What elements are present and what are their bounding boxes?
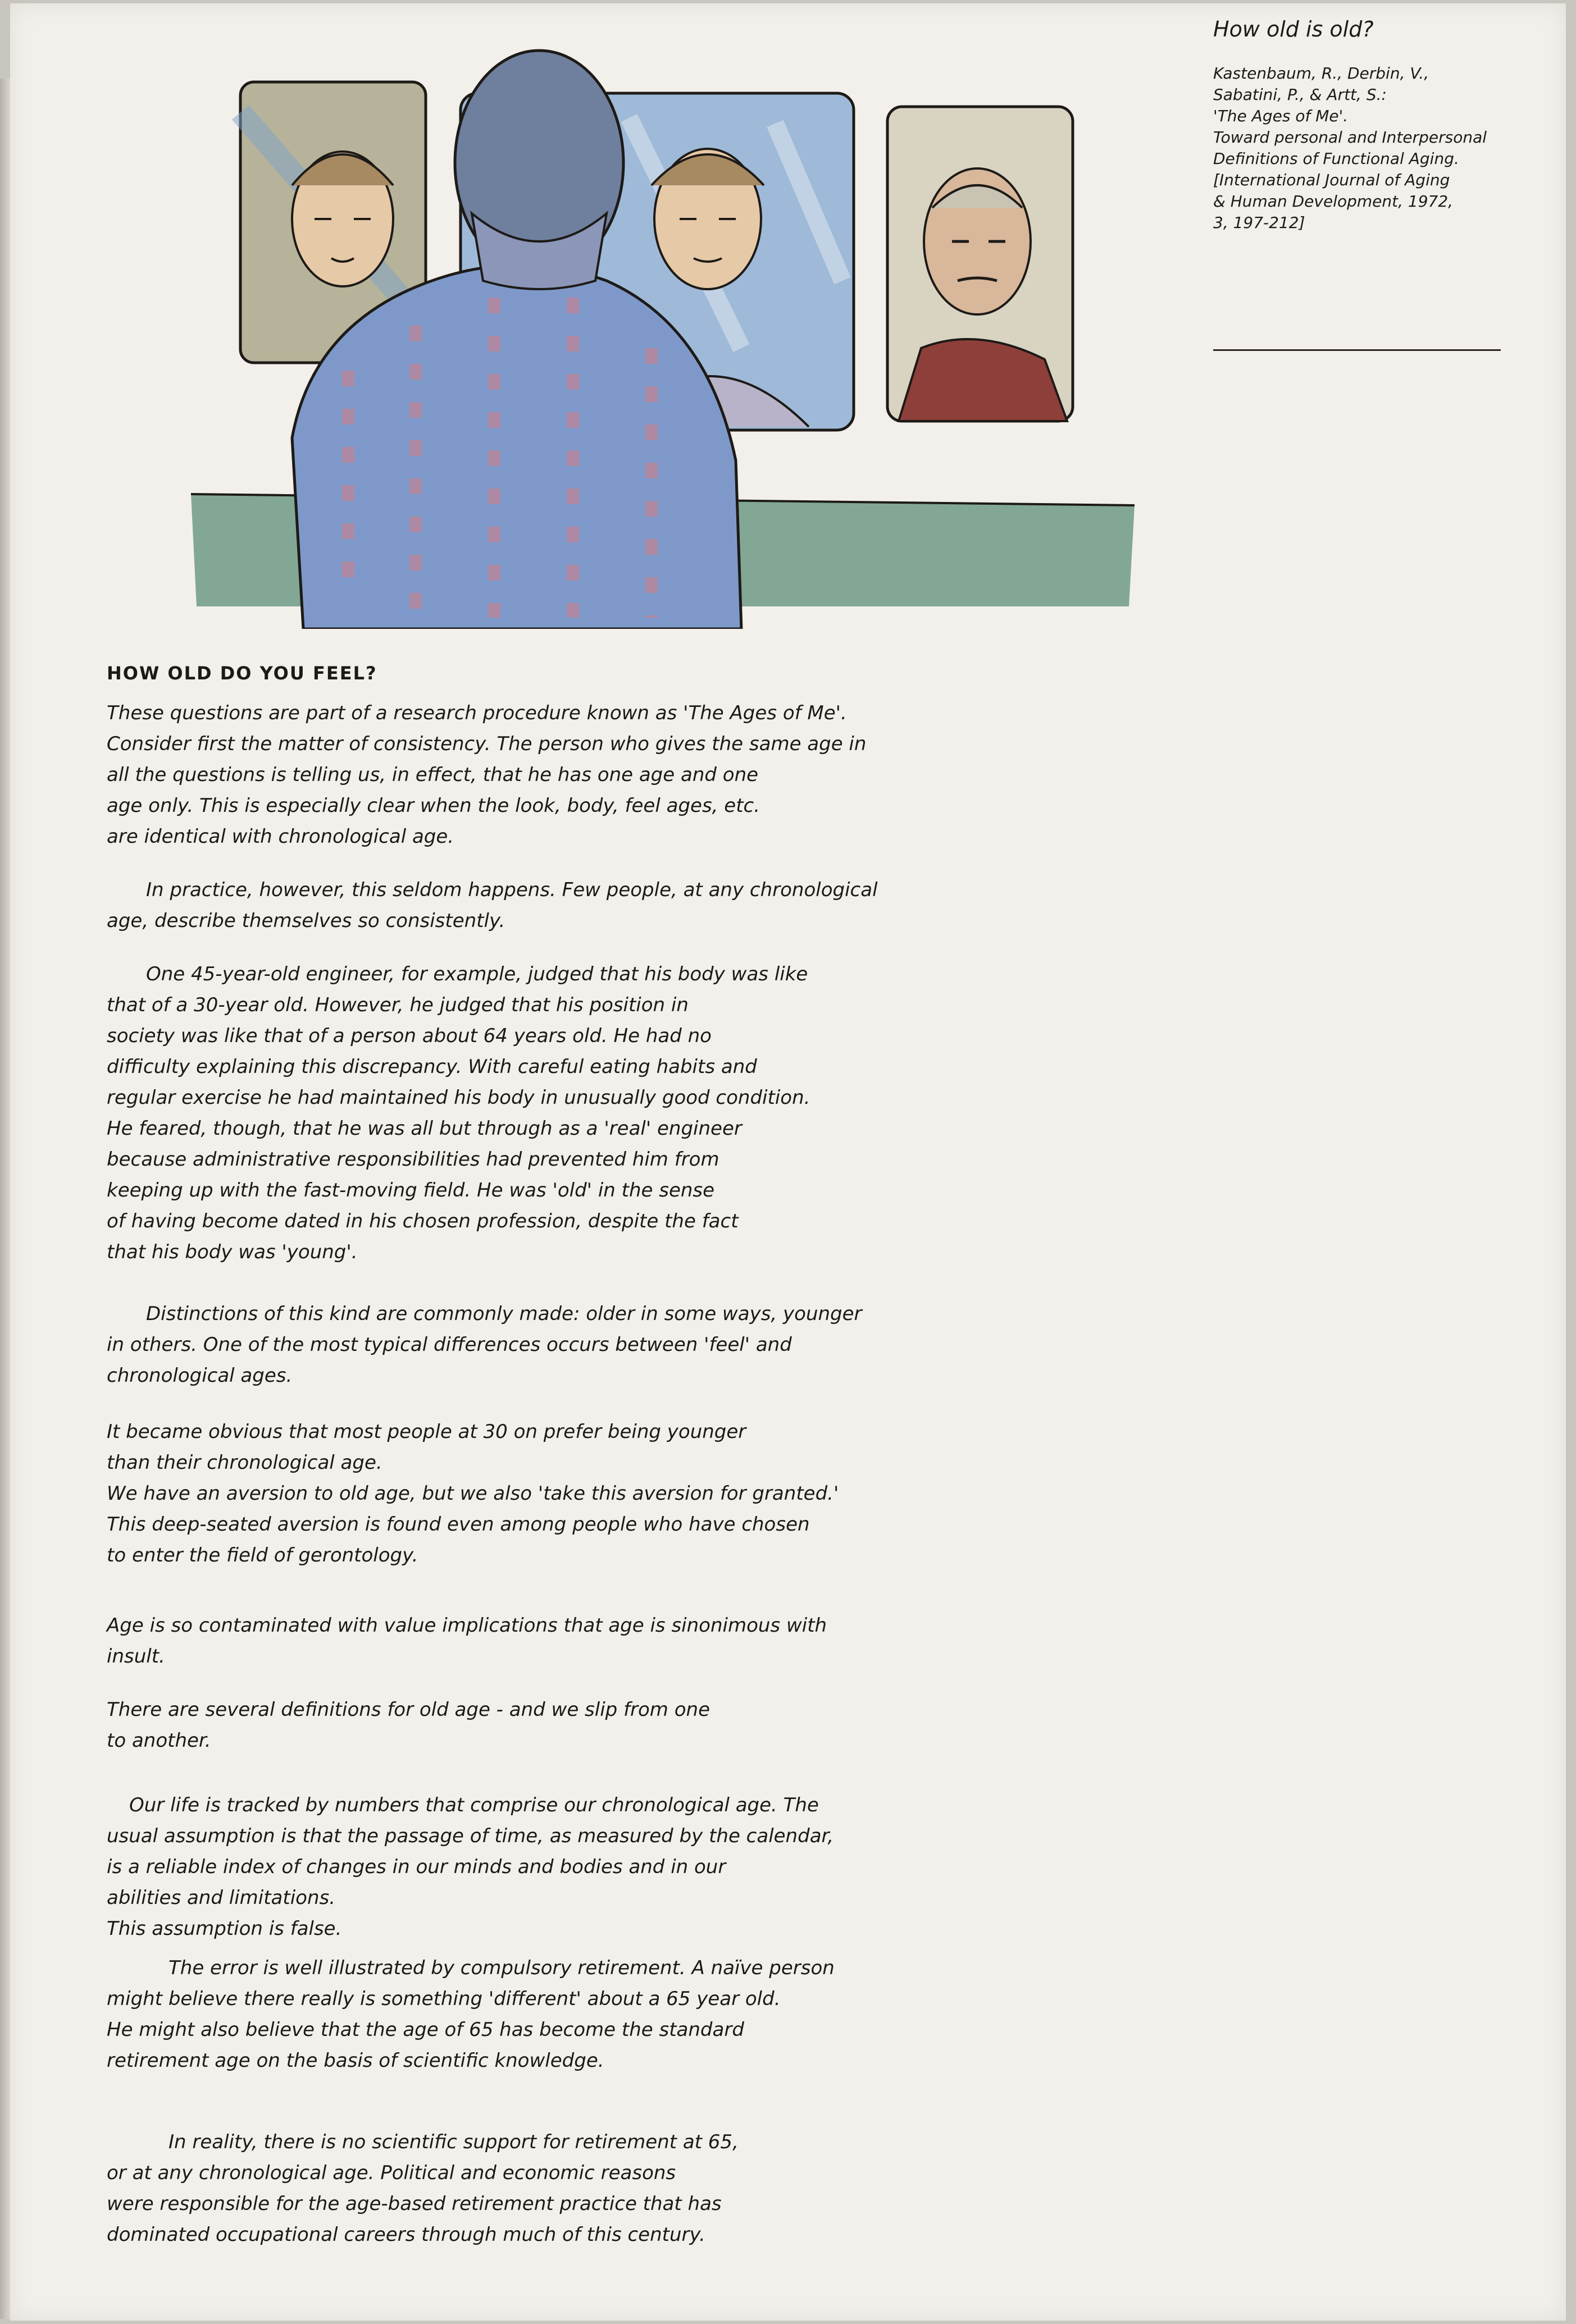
text-line: There are several definitions for old age - and we slip from one	[107, 1699, 710, 1721]
reference-line: [International Journal of Aging	[1213, 171, 1450, 189]
text-line: were responsible for the age-based retirement practice that has	[107, 2193, 722, 2215]
text-line: or at any chronological age. Political and economic reasons	[107, 2162, 676, 2184]
text-line: Distinctions of this kind are commonly made: older in some ways, younger	[146, 1303, 862, 1325]
text-line: In practice, however, this seldom happens. Few people, at any chronological	[146, 879, 878, 901]
reference-line: 3, 197-212]	[1213, 213, 1305, 232]
watercolor-illustration	[180, 34, 1146, 629]
text-line: difficulty explaining this discrepancy. With careful eating habits and	[107, 1056, 757, 1078]
text-line: He feared, though, that he was all but through as a 'real' engineer	[107, 1117, 742, 1140]
text-line: In reality, there is no scientific support for retirement at 65,	[168, 2131, 739, 2153]
text-line: to enter the field of gerontology.	[107, 1544, 418, 1567]
text-line: because administrative responsibilities had prevented him from	[107, 1148, 719, 1171]
reference-note	[1213, 17, 1528, 234]
text-line: Our life is tracked by numbers that comprise our chronological age. The	[129, 1794, 819, 1816]
reference-line: Sabatini, P., & Artt, S.:	[1213, 85, 1387, 104]
text-line: Age is so contaminated with value implications that age is sinonimous with	[107, 1614, 827, 1637]
reference-line: 'The Ages of Me'.	[1213, 107, 1349, 125]
reference-line: & Human Development, 1972,	[1213, 192, 1454, 211]
text-line: than their chronological age.	[107, 1451, 382, 1474]
text-line: The error is well illustrated by compulsory retirement. A naïve person	[168, 1957, 835, 1979]
text-line: abilities and limitations.	[107, 1887, 336, 1909]
text-line: One 45-year-old engineer, for example, judged that his body was like	[146, 963, 808, 985]
text-line: all the questions is telling us, in effect, that he has one age and one	[107, 764, 759, 786]
reference-line: Definitions of Functional Aging.	[1213, 149, 1459, 168]
text-line: age, describe themselves so consistently.	[107, 910, 505, 932]
text-line: might believe there really is something 'different' about a 65 year old.	[107, 1988, 781, 2010]
text-line: He might also believe that the age of 65 has become the standard	[107, 2019, 744, 2041]
section-heading: HOW OLD DO YOU FEEL?	[107, 663, 377, 684]
text-line: of having become dated in his chosen profession, despite the fact	[107, 1210, 739, 1232]
text-line: chronological ages.	[107, 1364, 293, 1387]
text-line: Consider first the matter of consistency. The person who gives the same age in	[107, 733, 867, 755]
text-line: retirement age on the basis of scientific knowledge.	[107, 2049, 604, 2072]
text-line: keeping up with the fast-moving field. He was 'old' in the sense	[107, 1179, 715, 1202]
text-line: are identical with chronological age.	[107, 825, 454, 848]
text-line: that his body was 'young'.	[107, 1241, 358, 1263]
text-line: regular exercise he had maintained his body in unusually good condition.	[107, 1086, 810, 1109]
text-line: to another.	[107, 1729, 211, 1752]
reference-title: How old is old?	[1213, 17, 1374, 42]
reference-divider	[1213, 349, 1501, 351]
text-line: in others. One of the most typical differences occurs between 'feel' and	[107, 1334, 792, 1356]
text-line: We have an aversion to old age, but we also 'take this aversion for granted.'	[107, 1482, 839, 1505]
text-line: This deep-seated aversion is found even among people who have chosen	[107, 1513, 810, 1536]
text-line: insult.	[107, 1645, 165, 1668]
reference-line: Kastenbaum, R., Derbin, V.,	[1213, 64, 1429, 83]
text-line: is a reliable index of changes in our minds and bodies and in our	[107, 1856, 726, 1878]
text-line: This assumption is false.	[107, 1917, 342, 1940]
text-line: dominated occupational careers through much of this century.	[107, 2223, 705, 2246]
reference-line: Toward personal and Interpersonal	[1213, 128, 1487, 147]
text-line: It became obvious that most people at 30 on prefer being younger	[107, 1421, 746, 1443]
text-line: that of a 30-year old. However, he judged that his position in	[107, 994, 689, 1016]
portrait-old-right	[887, 107, 1073, 421]
text-line: age only. This is especially clear when the look, body, feel ages, etc.	[107, 795, 760, 817]
text-line: These questions are part of a research procedure known as 'The Ages of Me'.	[107, 702, 847, 724]
text-line: usual assumption is that the passage of time, as measured by the calendar,	[107, 1825, 834, 1847]
text-line: society was like that of a person about 64 years old. He had no	[107, 1025, 712, 1047]
